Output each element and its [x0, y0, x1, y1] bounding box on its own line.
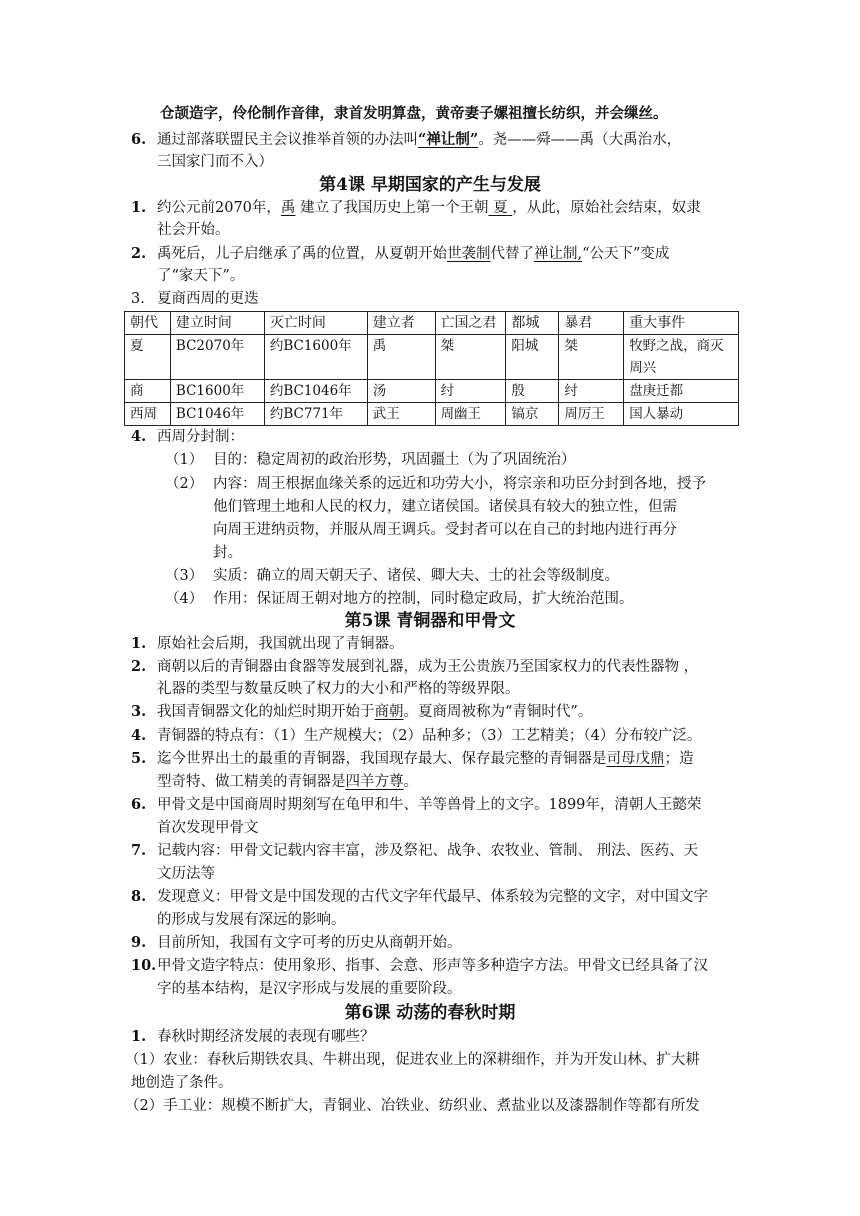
- table-cell: 约BC771年: [264, 403, 367, 426]
- l5-item-6-cont: 首次发现甲骨文: [157, 820, 259, 836]
- table-cell: 商: [125, 380, 171, 403]
- table-cell: 纣: [435, 380, 506, 403]
- term-chanrang: “禅让制”: [418, 131, 479, 148]
- l6-p2: （2）手工业：规模不断扩大，青铜业、冶铁业、纺织业、煮盐业以及漆器制作等都有所发: [125, 1098, 700, 1114]
- table-cell: 国人暴动: [624, 403, 739, 426]
- l5-item-10: 10.甲骨文造字特点：使用象形、指事、会意、形声等多种造字方法。甲骨文已经具备了汉: [131, 957, 708, 974]
- l6-item-1: 1. 春秋时期经济发展的表现有哪些？: [131, 1028, 375, 1045]
- table-row: [125, 380, 739, 403]
- l5-item-9: 9. 目前所知，我国有文字可考的历史从商朝开始。: [131, 934, 462, 951]
- table-cell: 禹: [367, 335, 435, 380]
- table-cell: 纣: [559, 380, 624, 403]
- l4-item-2-cont: 了“家天下”。: [157, 268, 245, 284]
- l4-item-2: 2. 禹死后，儿子启继承了禹的位置，从夏朝开始世袭制代替了禅让制,“公天下”变成: [131, 245, 670, 262]
- table-header-row: [125, 312, 739, 335]
- table-header: 建立时间: [170, 312, 264, 335]
- item-6: 6. 通过部落联盟民主会议推举首领的办法叫“禅让制”。尧——舜——禹（大禹治水，: [131, 131, 682, 148]
- l5-item-4: 4. 青铜器的特点有：（1）生产规模大；（2）品种多；（3）工艺精美；（4）分布较广泛。: [131, 727, 702, 744]
- l5-item-10-cont: 字的基本结构，是汉字形成与发展的重要阶段。: [157, 981, 462, 997]
- table-cell: 盘庚迁都: [624, 380, 739, 403]
- dynasty-table: [124, 311, 739, 426]
- l4-sub-2: （2） 内容：周王根据血缘关系的远近和功劳大小，将宗亲和功臣分封到各地，授予: [165, 476, 706, 492]
- table-header: 暴君: [559, 312, 624, 335]
- l5-item-7-cont: 文历法等: [157, 866, 215, 882]
- lesson-5-title: 第5课 青铜器和甲骨文: [344, 611, 516, 631]
- table-row: [125, 403, 739, 426]
- l5-item-2: 2. 商朝以后的青铜器由食器等发展到礼器，成为王公贵族乃至国家权力的代表性器物 ，: [131, 658, 699, 675]
- table-cell: BC1046年: [170, 403, 264, 426]
- table-cell: 约BC1046年: [264, 380, 367, 403]
- l4-item-4: 4. 西周分封制：: [131, 428, 244, 445]
- item-6-cont: 三国家门而不入）: [157, 154, 273, 170]
- table-cell: 殷: [506, 380, 559, 403]
- table-header: 朝代: [125, 312, 171, 335]
- table-header: 重大事件: [624, 312, 739, 335]
- table-cell: 周幽王: [435, 403, 506, 426]
- l4-sub-4: （4） 作用：保证周王朝对地方的控制，同时稳定政局，扩大统治范围。: [165, 591, 634, 607]
- table-header: 建立者: [367, 312, 435, 335]
- table-row: [125, 335, 739, 380]
- table-cell: BC1600年: [170, 380, 264, 403]
- table-cell: BC2070年: [170, 335, 264, 380]
- l4-sub-2-line: 他们管理土地和人民的权力，建立诸侯国。诸侯具有较大的独立性，但需: [213, 499, 677, 515]
- l4-sub-1: （1） 目的：稳定周初的政治形势，巩固疆土（为了巩固统治）: [165, 452, 576, 468]
- table-cell: 阳城: [506, 335, 559, 380]
- l5-item-3: 3. 我国青铜器文化的灿烂时期开始于商朝。夏商周被称为“青铜时代”。: [131, 703, 593, 720]
- table-cell: 约BC1600年: [264, 335, 367, 380]
- lesson-6-title: 第6课 动荡的春秋时期: [344, 1003, 516, 1023]
- l4-item-1: 1. 约公元前2070年，禹 建立了我国历史上第一个王朝 夏 ，从此，原始社会结束，奴隶: [131, 199, 701, 216]
- l6-p1: （1）农业：春秋后期铁农具、牛耕出现，促进农业上的深耕细作，并为开发山林、扩大耕: [125, 1052, 700, 1068]
- table-cell: 桀: [559, 335, 624, 380]
- l6-p1-cont: 地创造了条件。: [131, 1075, 233, 1091]
- l4-item-1-cont: 社会开始。: [157, 222, 230, 238]
- table-cell: 西周: [125, 403, 171, 426]
- table-header: 都城: [506, 312, 559, 335]
- l4-item-3: 3. 夏商西周的更迭: [131, 291, 259, 307]
- l5-item-1: 1. 原始社会后期，我国就出现了青铜器。: [131, 635, 404, 652]
- table-cell: 桀: [435, 335, 506, 380]
- l4-sub-2-line: 封。: [213, 545, 242, 561]
- l5-item-8-cont: 的形成与发展有深远的影响。: [157, 912, 346, 928]
- l5-item-5: 5. 迄今世界出土的最重的青铜器，我国现存最大、保存最完整的青铜器是司母戊鼎；造: [131, 750, 694, 767]
- table-header: 亡国之君: [435, 312, 506, 335]
- intro-line: 仓颉造字，伶伦制作音律，隶首发明算盘，黄帝妻子嫘祖擅长纺织，并会缫丝。: [160, 105, 668, 122]
- table-cell: 武王: [367, 403, 435, 426]
- table-cell: 镐京: [506, 403, 559, 426]
- lesson-4-title: 第4课 早期国家的产生与发展: [319, 175, 541, 195]
- l5-item-7: 7. 记载内容：甲骨文记载内容丰富，涉及祭祀、战争、农牧业、管制、 刑法、医药、天: [131, 842, 699, 859]
- l4-sub-2-line: 向周王进纳贡物，并服从周王调兵。受封者可以在自己的封地内进行再分: [213, 522, 677, 538]
- l5-item-8: 8. 发现意义：甲骨文是中国发现的古代文字年代最早、体系较为完整的文字，对中国文字: [131, 888, 708, 905]
- table-cell: 牧野之战，商灭周兴: [624, 335, 739, 380]
- table-cell: 周厉王: [559, 403, 624, 426]
- table-cell: 夏: [125, 335, 171, 380]
- l5-item-2-cont: 礼器的类型与数量反映了权力的大小和严格的等级界限。: [157, 681, 520, 697]
- l5-item-6: 6. 甲骨文是中国商周时期刻写在龟甲和牛、羊等兽骨上的文字。1899年，清朝人王懿荣: [131, 796, 702, 813]
- l4-sub-3: （3） 实质：确立的周天朝天子、诸侯、卿大夫、士的社会等级制度。: [165, 568, 619, 584]
- l5-item-5-cont: 型奇特、做工精美的青铜器是四羊方尊。: [157, 774, 418, 790]
- table-header: 灭亡时间: [264, 312, 367, 335]
- table-cell: 汤: [367, 380, 435, 403]
